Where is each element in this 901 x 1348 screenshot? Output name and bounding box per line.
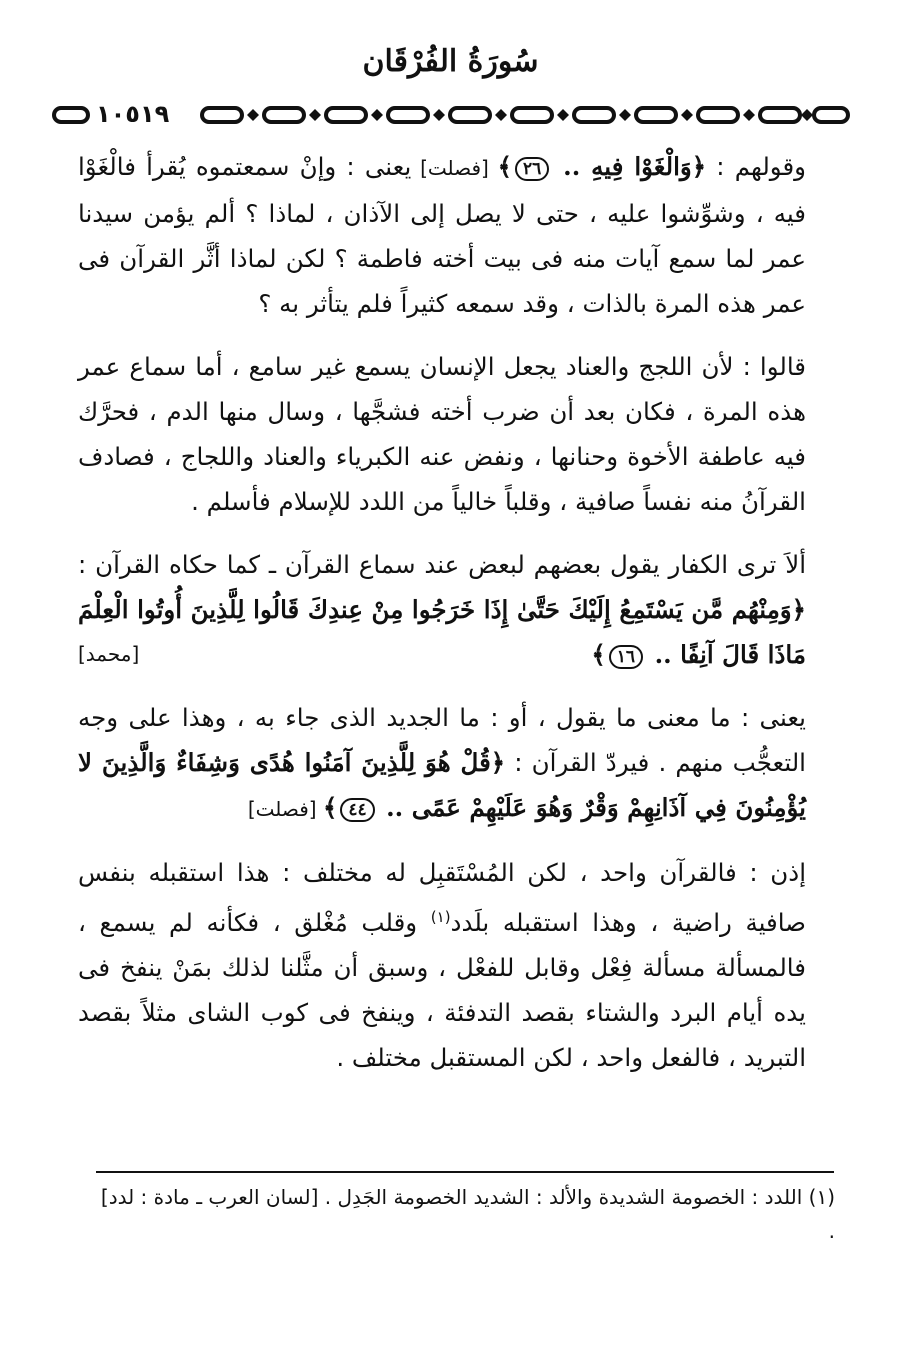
ornamental-chain-border: [52, 96, 850, 134]
footnote-divider: [96, 1171, 834, 1173]
paragraph-text: إذن : فالقرآن واحد ، لكن المُسْتَقبِل له مختلف : هذا استقبله بنفس صافية راضية ، وهذا استقبله بلَدد: [78, 858, 806, 938]
paragraph-lead: ألاَ ترى الكفار يقول بعضهم لبعض عند سماع القرآن ـ كما حكاه القرآن :: [78, 550, 806, 579]
footnote-marker[interactable]: (١): [430, 908, 451, 926]
ayah-number: ١٦: [609, 645, 643, 669]
quran-verse: ﴿قُلْ هُوَ لِلَّذِينَ آمَنُوا هُدًى وَشِفَاءٌ وَالَّذِينَ لا يُؤْمِنُونَ فِي آذَانِهِمْ وَقْرٌ وَهُوَ عَلَيْهِمْ عَمًى .. ٤٤﴾: [78, 748, 806, 822]
ayah-number: ٤٤: [340, 798, 374, 822]
paragraph-3: [78, 542, 806, 677]
paragraph-text: يعنى : وإنْ سمعتموه يُقرأ فالْغَوْا فيه ، وشوِّشوا عليه ، حتى لا يصل إلى الآذان ، لماذا ؟ ألم يؤمن سيدنا عمر لما سمع آيات منه فى بيت أخته فاطمة ؟ لكن لماذا أثَّر القرآن فى عمر هذه المرة بالذات ، وقد سمعه كثيراً فلم يتأثر به ؟: [78, 152, 806, 318]
quran-verse: ﴿وَمِنْهُم مَّن يَسْتَمِعُ إِلَيْكَ حَتَّىٰ إِذَا خَرَجُوا مِنْ عِندِكَ قَالُوا لِلَّذِينَ أُوتُوا الْعِلْمَ مَاذَا قَالَ آنِفًا .. ١٦﴾: [78, 595, 806, 669]
surah-reference: [محمد]: [78, 642, 140, 666]
surah-reference: [فصلت]: [247, 797, 323, 821]
paragraph-lead: وقولهم :: [706, 152, 806, 181]
paragraph-2: [78, 344, 806, 524]
paragraph-1: [78, 144, 806, 326]
ayah-number: ٢٦: [515, 157, 549, 181]
paragraph-lead: يعنى : ما معنى ما يقول ، أو : ما الجديد الذى جاء به ، وهذا على وجه التعجُّب منهم . فيردّ القرآن :: [78, 703, 806, 777]
paragraph-4: [78, 695, 806, 832]
quran-verse: ﴿وَالْغَوْا فِيهِ .. ٢٦﴾: [497, 152, 707, 181]
surah-reference: [فصلت]: [411, 156, 498, 180]
page-number: ١٠٥١٩: [96, 100, 170, 128]
footnote: (١) اللدد : الخصومة الشديدة والألد : الشديد الخصومة الجَدِل . [لسان العرب ـ مادة : لدد] .: [100, 1185, 835, 1243]
header-ornament-row: [52, 96, 850, 134]
main-text: [78, 144, 806, 1098]
paragraph-5: [78, 850, 806, 1080]
surah-title: سُورَةُ الفُرْقَان: [362, 44, 539, 79]
paragraph-text: قالوا : لأن اللجج والعناد يجعل الإنسان يسمع غير سامع ، أما سماع عمر هذه المرة ، فكان بعد أن ضرب أخته فشجَّها ، وسال منها الدم ، فحرَّك فيه عاطفة الأخوة وحنانها ، ونفض عنه الكبرياء والعناد واللجاج ، فصادف القرآنُ منه نفساً صافية ، وقلباً خالياً من اللدد للإسلام فأسلم .: [78, 352, 806, 516]
paragraph-text: وقلب مُغْلق ، فكأنه لم يسمع ، فالمسألة مسألة فِعْل وقابل للفعْل ، وسبق أن مثَّلنا لذلك بمَنْ ينفخ فى يده أيام البرد والشتاء بقصد التدفئة ، وينفخ فى كوب الشاى مثلاً بقصد التبريد ، فالفعل واحد ، لكن المستقبل مختلف .: [78, 908, 806, 1073]
